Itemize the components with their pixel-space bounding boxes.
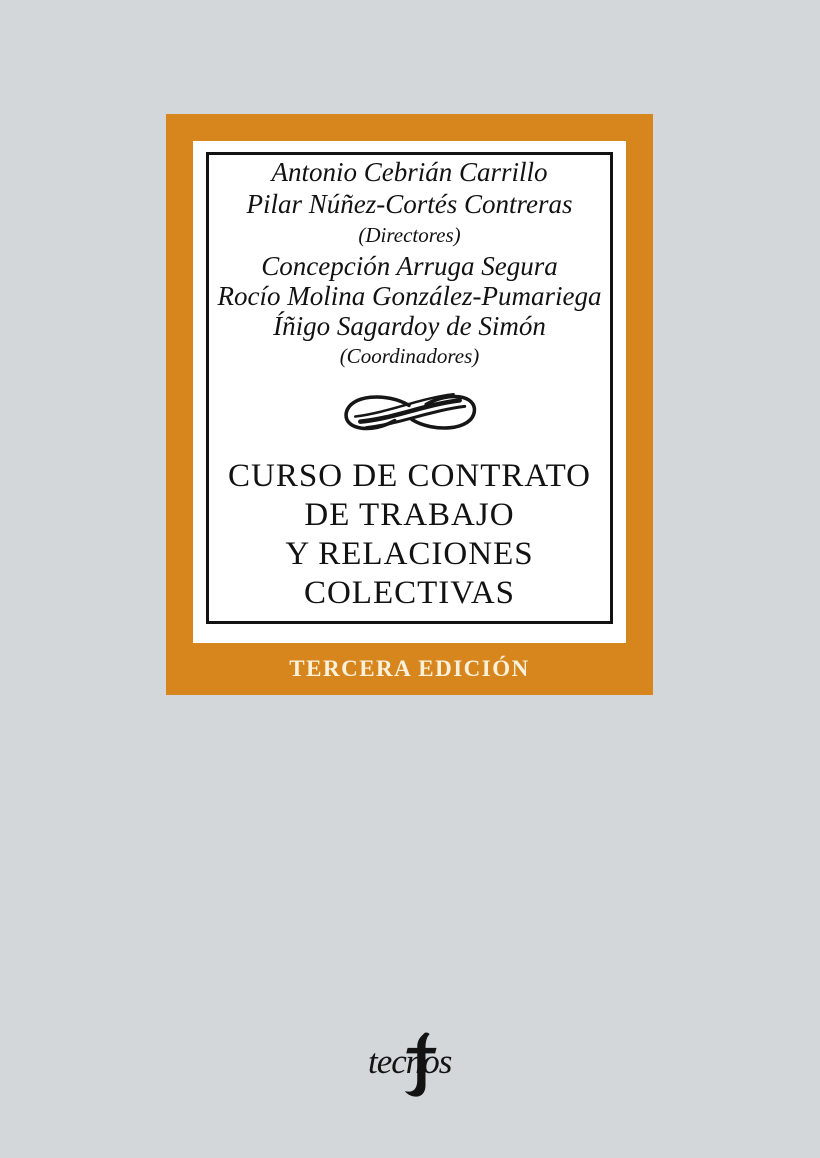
author-name: Concepción Arruga Segura xyxy=(261,251,558,281)
ornament-container xyxy=(209,387,610,439)
title-line: Y RELACIONES xyxy=(285,536,534,572)
tecnos-wordmark: tecnos xyxy=(368,1042,452,1081)
directors-block xyxy=(209,155,610,220)
author-name: Íñigo Sagardoy de Simón xyxy=(273,311,546,341)
author-name: Antonio Cebrián Carrillo xyxy=(271,157,548,187)
edition-label: TERCERA EDICIÓN xyxy=(289,656,530,681)
cover-inner-panel xyxy=(193,141,626,643)
title-line: CURSO DE CONTRATO xyxy=(228,458,591,494)
book-title xyxy=(209,457,610,613)
title-line: COLECTIVAS xyxy=(303,575,516,611)
book-cover xyxy=(166,114,653,695)
edition-band xyxy=(166,643,653,695)
swash-ornament-icon xyxy=(334,389,486,437)
directors-label: (Directores) xyxy=(358,223,461,247)
coordinators-block xyxy=(209,250,610,341)
coordinators-label: (Coordinadores) xyxy=(339,344,480,368)
tecnos-publisher-logo xyxy=(352,1028,482,1110)
title-line: DE TRABAJO xyxy=(304,497,515,533)
cover-framed-box xyxy=(206,152,613,624)
author-name: Rocío Molina González-Pumariega xyxy=(217,281,602,311)
author-name: Pilar Núñez-Cortés Contreras xyxy=(246,189,573,219)
